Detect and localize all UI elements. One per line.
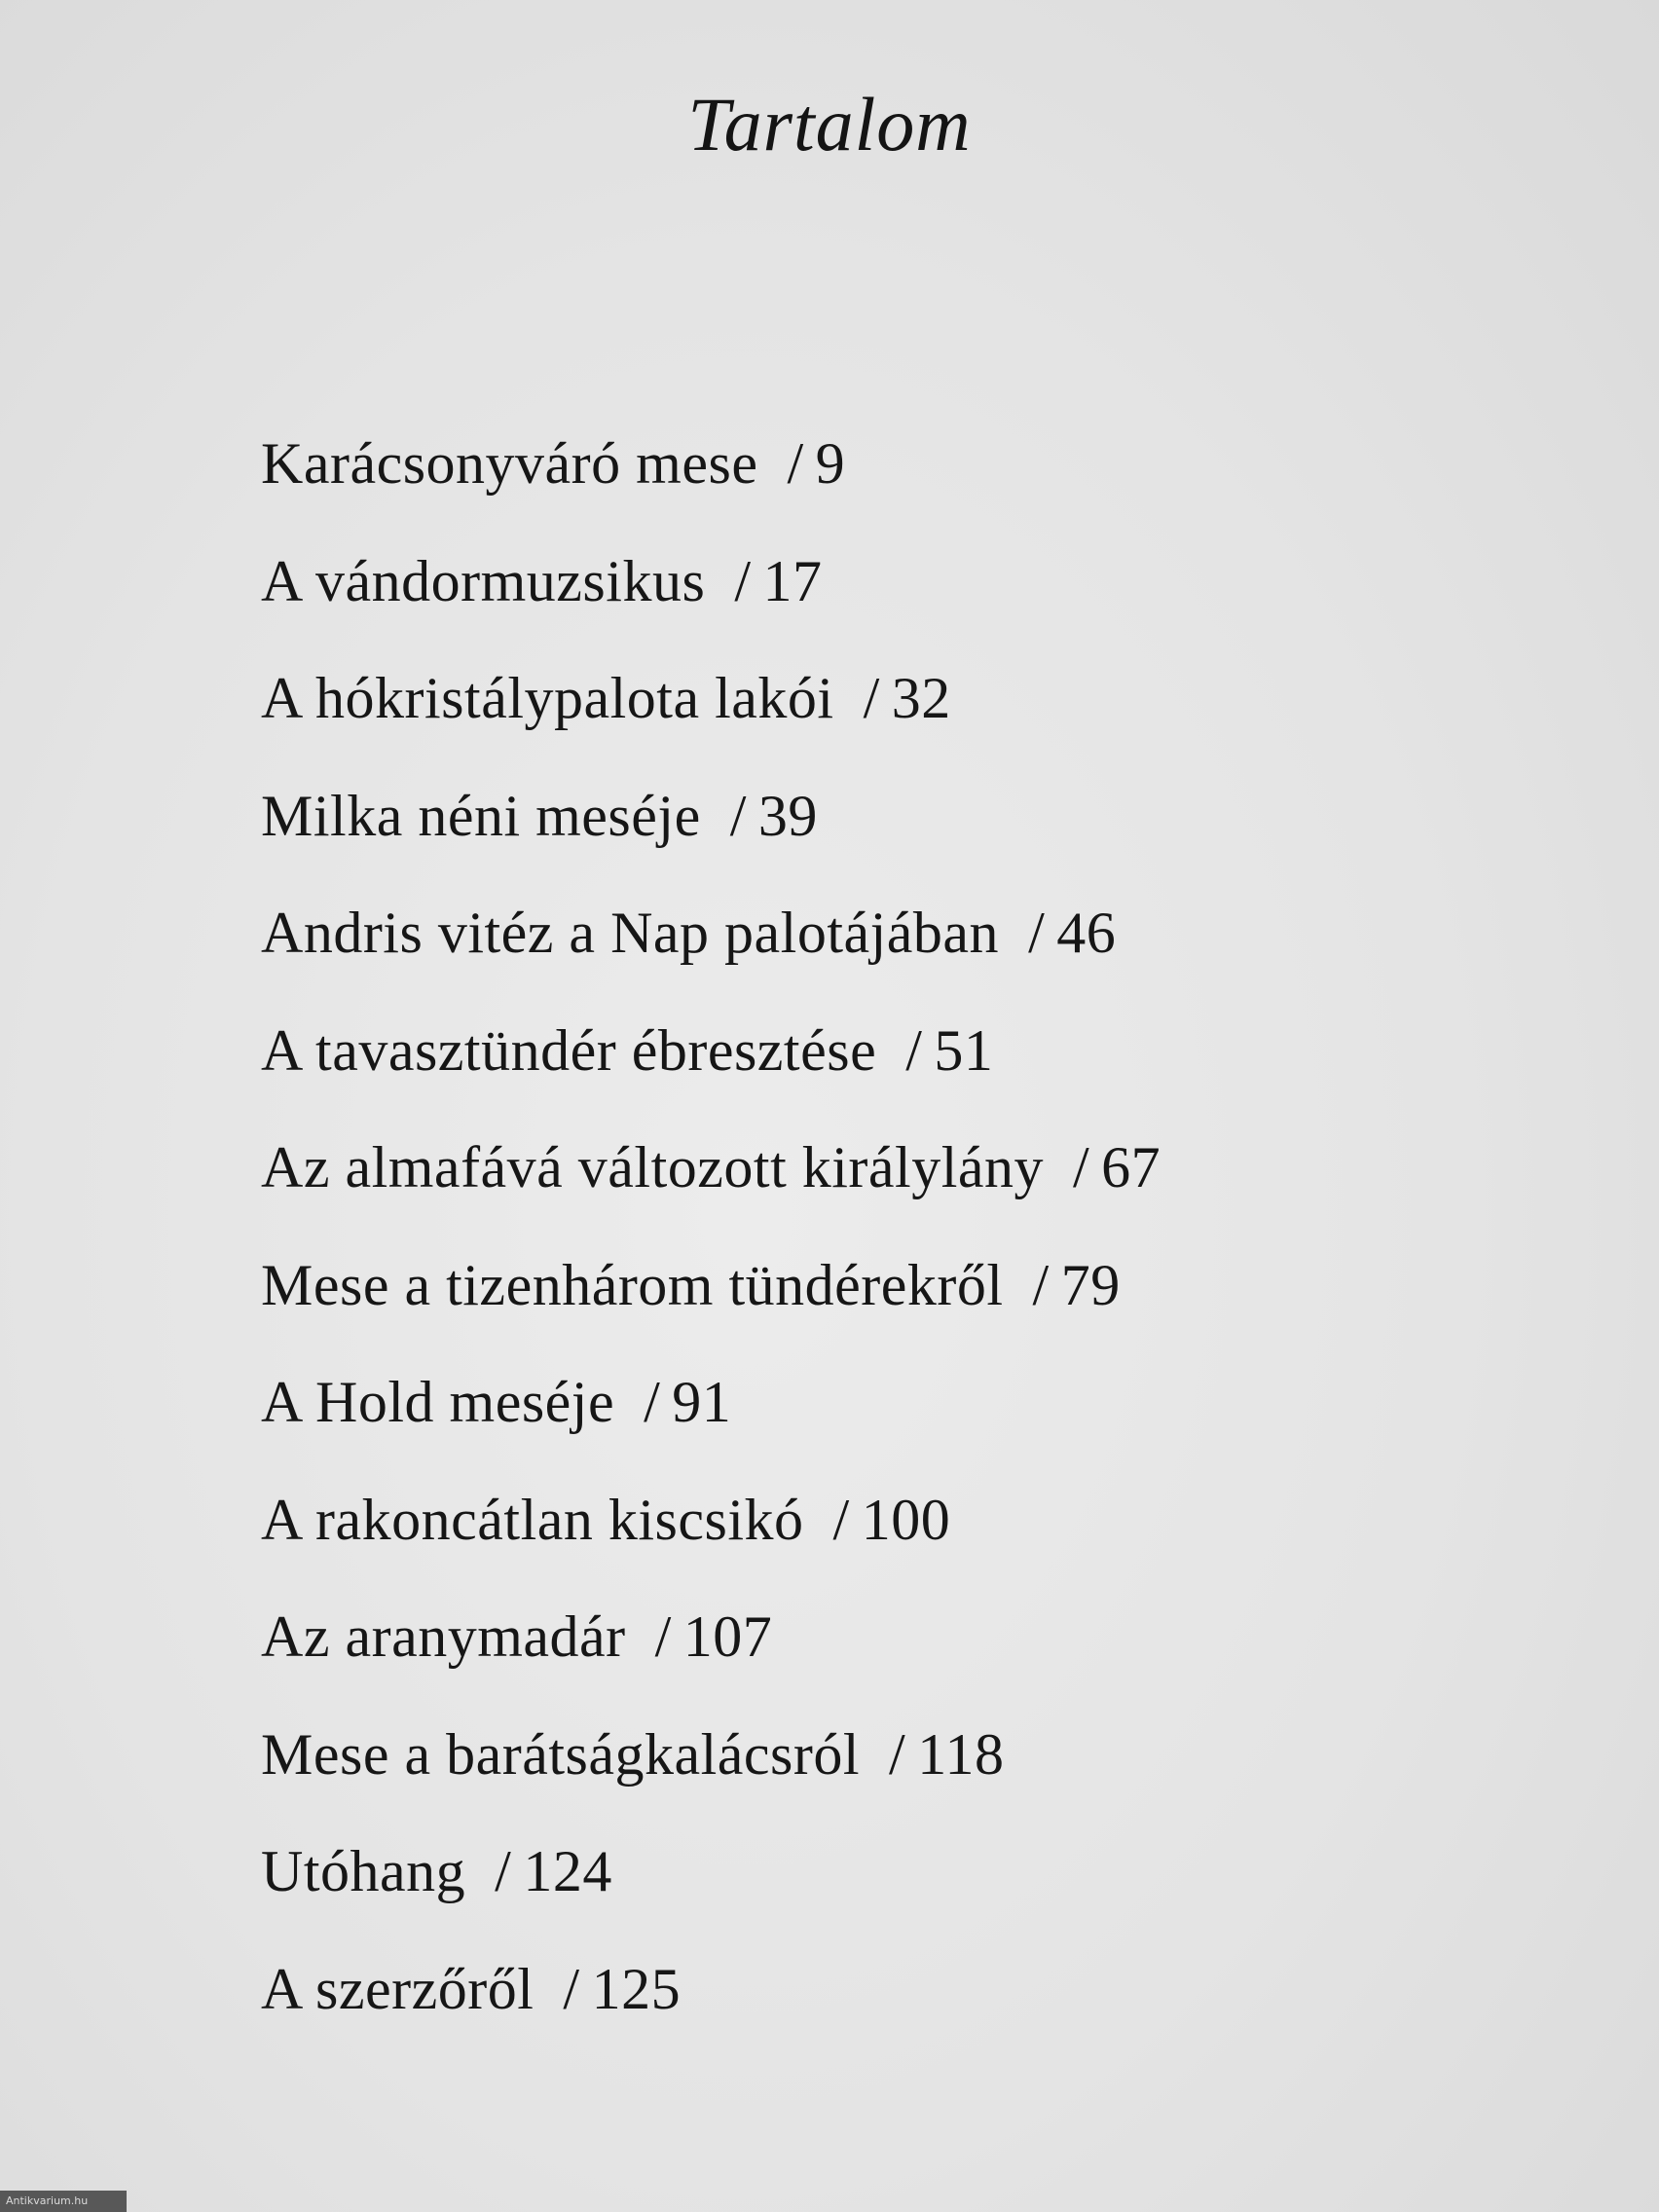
toc-entry — [261, 1121, 1161, 1238]
toc-entry — [261, 1473, 1161, 1591]
toc-entry-page: 39 — [757, 783, 818, 848]
toc-entry-page: 124 — [523, 1839, 612, 1903]
toc-entry-title: A Hold meséje — [261, 1370, 615, 1434]
toc-separator: / — [905, 1017, 923, 1083]
toc-separator: / — [734, 548, 752, 613]
toc-entry-page: 46 — [1056, 901, 1117, 965]
toc-separator: / — [1032, 1252, 1050, 1317]
watermark: Antikvarium.hu — [0, 2191, 127, 2212]
toc-entry-title: A rakoncátlan kiscsikó — [261, 1487, 804, 1552]
toc-separator: / — [729, 783, 747, 848]
page-title: Tartalom — [687, 82, 972, 166]
toc-entry — [261, 769, 1161, 887]
toc-entry-title: Mese a barátságkalácsról — [261, 1721, 861, 1787]
toc-separator: / — [832, 1487, 850, 1552]
toc-entry-page: 17 — [762, 548, 823, 613]
toc-entry-title: Utóhang — [261, 1839, 466, 1903]
toc-entry-page: 32 — [891, 666, 951, 730]
toc-separator: / — [889, 1721, 906, 1787]
toc-entry-title: A vándormuzsikus — [261, 548, 706, 613]
toc-entry — [261, 1590, 1161, 1708]
toc-entry-title: Az almafává változott királylány — [261, 1135, 1044, 1199]
toc-entry — [261, 651, 1161, 769]
toc-entry-title: Mese a tizenhárom tündérekről — [261, 1252, 1004, 1317]
toc-entry-title: A szerzőről — [261, 1956, 535, 2021]
toc-separator: / — [495, 1839, 512, 1903]
toc-entry-title: Az aranymadár — [261, 1604, 626, 1669]
toc-entry-page: 51 — [934, 1017, 994, 1083]
toc-entry — [261, 417, 1161, 535]
toc-entry-title: Karácsonyváró mese — [261, 431, 758, 496]
toc-entry — [261, 1355, 1161, 1473]
toc-entry — [261, 1708, 1161, 1825]
toc-separator: / — [644, 1370, 661, 1434]
toc-separator: / — [787, 431, 804, 496]
toc-separator: / — [1073, 1135, 1090, 1199]
toc-separator: / — [654, 1604, 672, 1669]
toc-entry-page: 125 — [591, 1956, 682, 2021]
toc-entry-title: A hókristálypalota lakói — [261, 666, 834, 730]
toc-entry-page: 118 — [917, 1721, 1005, 1787]
toc-entry-page: 100 — [861, 1487, 951, 1552]
toc-entry — [261, 1238, 1161, 1356]
toc-separator: / — [563, 1956, 580, 2021]
toc-entry-title: A tavasztündér ébresztése — [261, 1017, 877, 1083]
toc-entry-page: 91 — [672, 1370, 732, 1434]
toc-entry — [261, 535, 1161, 652]
toc-entry — [261, 1825, 1161, 1942]
toc-entry-page: 67 — [1101, 1135, 1161, 1199]
toc-entry-title: Andris vitéz a Nap palotájában — [261, 901, 1000, 965]
toc-entry-page: 79 — [1060, 1252, 1121, 1317]
table-of-contents — [261, 417, 1161, 2059]
toc-entry-page: 9 — [815, 431, 846, 496]
toc-separator: / — [863, 666, 880, 730]
toc-entry — [261, 1004, 1161, 1122]
toc-entry-title: Milka néni meséje — [261, 783, 701, 848]
toc-entry — [261, 886, 1161, 1004]
toc-entry-page: 107 — [682, 1604, 773, 1669]
toc-entry — [261, 1942, 1161, 2060]
toc-separator: / — [1028, 901, 1046, 965]
